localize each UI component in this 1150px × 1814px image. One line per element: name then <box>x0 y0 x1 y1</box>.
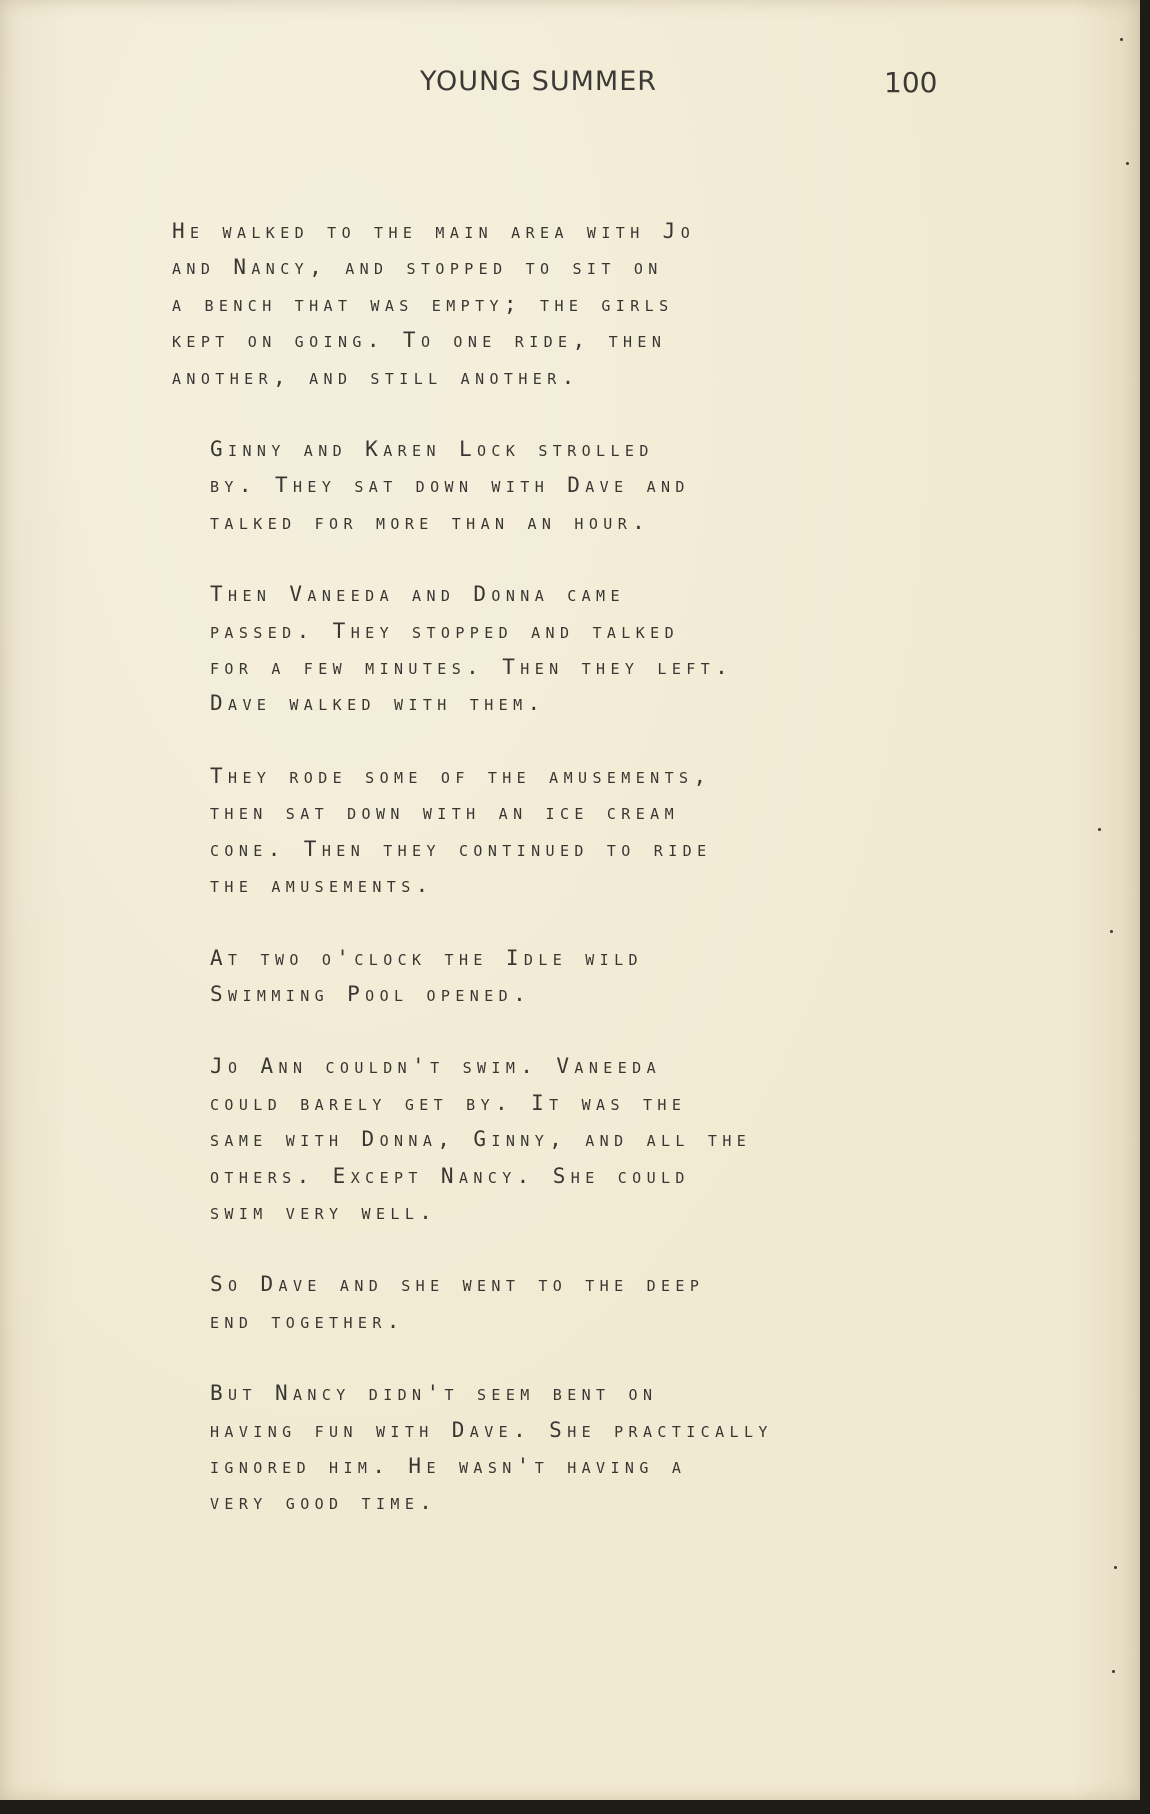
page-number: 100 <box>884 66 938 99</box>
text-line: for a few minutes. Then they left. <box>210 655 734 680</box>
margin-speck <box>1126 162 1129 165</box>
text-line: kept on going. To one ride, then <box>172 328 667 353</box>
text-line: Swimming Pool opened. <box>210 981 532 1006</box>
text-line: passed. They stopped and talked <box>210 618 680 643</box>
running-header: YOUNG SUMMER <box>420 66 658 97</box>
paragraph <box>172 431 1052 540</box>
page-body <box>172 213 1052 1557</box>
margin-speck <box>1110 930 1113 933</box>
text-line: But Nancy didn't seem bent on <box>210 1381 658 1406</box>
text-line: and Nancy, and stopped to sit on <box>172 255 663 280</box>
paragraph <box>172 758 1052 904</box>
text-line: Ginny and Karen Lock strolled <box>210 437 654 462</box>
paragraph <box>172 1266 1052 1339</box>
text-line: others. Except Nancy. She could <box>210 1163 690 1188</box>
margin-speck <box>1098 828 1101 831</box>
text-line: ignored him. He wasn't having a <box>210 1453 687 1478</box>
text-line: very good time. <box>210 1490 438 1515</box>
paragraph <box>172 940 1052 1013</box>
margin-speck <box>1112 1670 1115 1673</box>
text-line: by. They sat down with Dave and <box>210 473 690 498</box>
paragraph <box>172 213 1052 395</box>
text-line: Then Vaneeda and Donna came <box>210 582 625 607</box>
text-line: having fun with Dave. She practically <box>210 1417 773 1442</box>
text-line: Dave walked with them. <box>210 691 546 716</box>
text-line: another, and still another. <box>172 364 580 389</box>
text-line: a bench that was empty; the girls <box>172 291 674 316</box>
paragraph <box>172 1048 1052 1230</box>
text-line: talked for more than an hour. <box>210 509 651 534</box>
text-line: He walked to the main area with Jo <box>172 219 696 243</box>
margin-speck <box>1114 1566 1117 1569</box>
text-line: They rode some of the amusements, <box>210 763 712 788</box>
scan-edge-shadow <box>0 1800 1150 1814</box>
margin-speck <box>1120 38 1123 41</box>
text-line: same with Donna, Ginny, and all the <box>210 1127 752 1152</box>
text-line: swim very well. <box>210 1199 438 1224</box>
scan-edge-shadow <box>1140 0 1150 1814</box>
text-line: cone. Then they continued to ride <box>210 836 712 861</box>
text-line: Jo Ann couldn't swim. Vaneeda <box>210 1054 662 1079</box>
paragraph <box>172 576 1052 722</box>
paragraph <box>172 1375 1052 1521</box>
text-line: end together. <box>210 1308 405 1333</box>
text-line: At two o'clock the Idle wild <box>210 945 643 970</box>
text-line: then sat down with an ice cream <box>210 800 680 825</box>
text-line: the amusements. <box>210 873 434 898</box>
text-line: So Dave and she went to the deep <box>210 1272 705 1297</box>
text-line: could barely get by. It was the <box>210 1090 687 1115</box>
